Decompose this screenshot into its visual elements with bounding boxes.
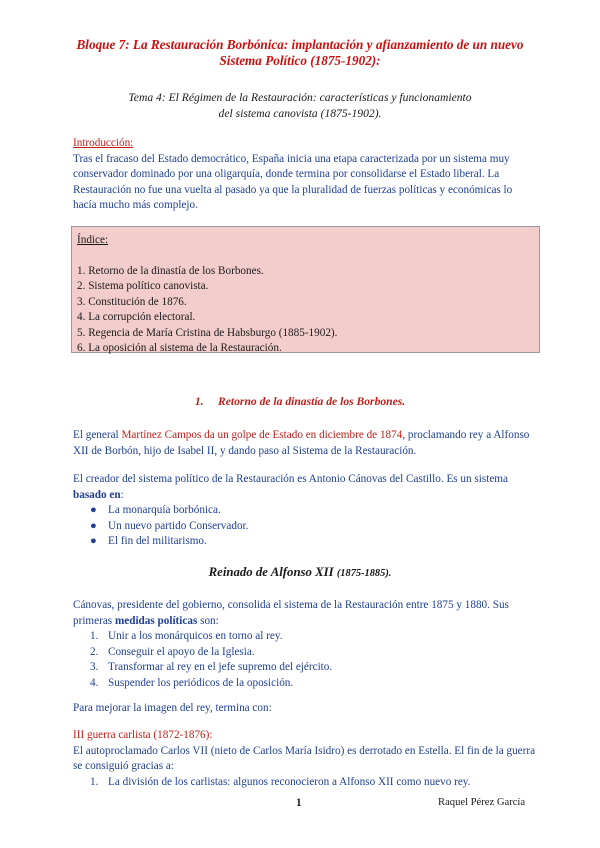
list-item [73,645,538,661]
list-item-text: Suspender los periódicos de la oposición. [108,676,294,689]
list-item [73,629,538,645]
list-number: 2. [90,645,99,658]
index-box [71,226,540,353]
section-1-heading [80,395,520,408]
bullet-list [73,503,538,550]
author-name: Raquel Pérez García [438,797,526,808]
list-number: 1. [90,775,99,788]
text-run: , proclamando rey a Alfonso XII de Borbón, hijo de Isabel II, y dando paso al Sistema de la Restauración. [73,429,530,457]
index-item: 3. Constitución de 1876. [77,295,187,308]
index-item: 6. La oposición al sistema de la Restauración. [77,342,282,354]
text-run: El general [73,429,122,441]
list-item [73,503,538,519]
section-1-title: Retorno de la dinastía de los Borbones. [218,395,406,408]
war-text: El autoproclamado Carlos VII (nieto de Carlos María Isidro) es derrotado en Estella. El fin de la guerra se consiguió gracias a: [73,744,536,773]
bullet-icon: ● [90,535,97,548]
bullet-icon: ● [90,519,97,532]
list-item-text: La división de los carlistas: algunos reconocieron a Alfonso XII como nuevo rey. [108,775,471,788]
section-2-years: (1875-1885). [336,568,392,579]
section-1-paragraph-2 [73,472,538,550]
index-item: 2. Sistema político canovista. [77,280,209,292]
text-run: son: [197,614,219,627]
index-item: 1. Retorno de la dinastía de los Borbones. [77,264,264,277]
list-item-text: Transformar al rey en el jefe supremo del ejército. [108,661,333,674]
highlighted-text: Martínez Campos da un golpe de Estado en diciembre de 1874 [121,429,403,441]
document-title: Bloque 7: La Restauración Borbónica: implantación y afianzamiento de un nuevo Sistema Político (1875-1902): [76,37,524,68]
index-item: 5. Regencia de María Cristina de Habsburgo (1885-1902). [77,326,338,339]
bold-text: medidas políticas [114,614,198,627]
index-heading: Índice: [77,234,109,246]
index-item: 4. La corrupción electoral. [77,311,196,323]
list-number: 3. [90,661,99,674]
carlist-war [73,728,538,790]
section-2-paragraph-2: Para mejorar la imagen del rey, termina con: [73,702,272,714]
list-item-text: El fin del militarismo. [108,535,207,548]
text-run: El creador del sistema político de la Restauración es Antonio Cánovas del Castillo. Es un sistema [73,473,508,485]
intro-heading: Introducción: [73,137,134,149]
page-number: 1 [296,797,302,809]
numbered-list [73,629,538,691]
list-item [73,519,538,535]
list-item-text: Un nuevo partido Conservador. [108,519,249,532]
intro-text: Tras el fracaso del Estado democrático, España inicia una etapa caracterizada por un sistema muy conservador dominado por una oligarquía, donde termina por consolidarse el Estado liberal. La Restauración no fue una vuelta al pasado ya que la pluralidad de fuerzas políticas y económicas lo hacía mucho más complejo. [73,152,513,212]
topic-subtitle [80,90,520,122]
list-item-text: Unir a los monárquicos en torno al rey. [108,630,283,643]
list-number: 4. [90,676,99,689]
list-item [73,660,538,676]
list-item [73,534,538,550]
section-2-heading [80,565,520,580]
list-item [73,775,538,791]
section-2-paragraph-1 [73,598,538,692]
text-run: Cánovas, presidente del gobierno, consolida el sistema de la Restauración entre 1875 y 1880. Sus primeras [73,599,509,627]
text-run: : [120,488,124,501]
section-1-paragraph-1 [73,428,538,459]
list-item-text: Conseguir el apoyo de la Iglesia. [108,645,255,658]
numbered-list [73,775,538,791]
section-1-number: 1. [194,395,204,408]
introduction [73,136,538,214]
subtitle-line-1: Tema 4: El Régimen de la Restauración: características y funcionamiento [128,91,472,104]
subtitle-line-2: del sistema canovista (1875-1902). [218,107,382,120]
list-item-text: La monarquía borbónica. [108,504,221,517]
bullet-icon: ● [90,504,97,517]
list-item [73,676,538,692]
war-heading: III guerra carlista (1872-1876): [73,729,213,741]
bold-text: basado en [73,488,121,501]
section-2-title: Reinado de Alfonso XII [208,565,334,579]
list-number: 1. [90,630,99,643]
